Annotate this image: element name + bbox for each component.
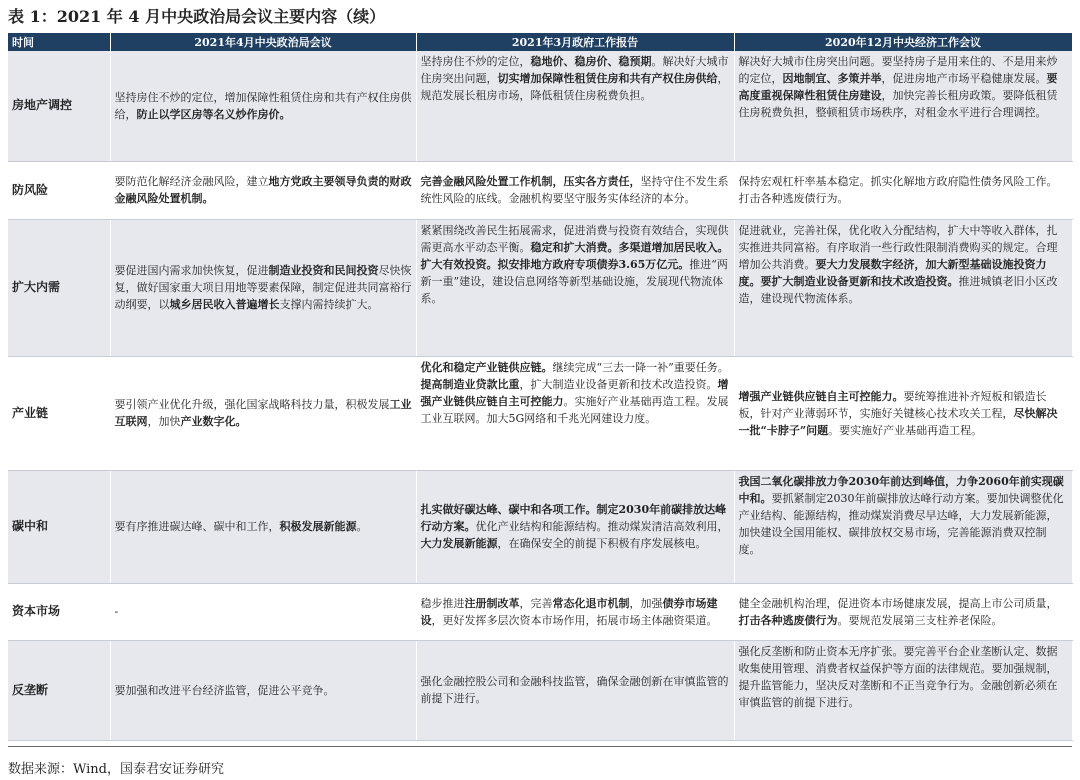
emphasis-text: 要大力发展数字经济，加大新型基础设施投资力度。要扩大制造业设备更新和技术改造投资。 bbox=[738, 257, 1047, 288]
emphasis-text: 城乡居民收入普遍增长 bbox=[169, 298, 280, 311]
emphasis-text: 要高度重视保障性租赁住房建设 bbox=[738, 72, 1058, 102]
cell-text: 健全金融机构治理，促进资本市场健康发展，提高上市公司质量， bbox=[738, 596, 1058, 610]
emphasis-text: 完善金融风险处置工作机制，压实各方责任， bbox=[420, 175, 641, 188]
emphasis-text: 扎实做好碳达峰、碳中和各项工作。制定2030年前碳排放达峰行动方案。 bbox=[420, 503, 727, 533]
emphasis-text: 常态化退市机制 bbox=[552, 596, 630, 610]
row-topic: 资本市场 bbox=[8, 583, 110, 640]
cell-text: 。解决好大城市住房突出问题， bbox=[420, 55, 729, 85]
cell-text: ，加快 bbox=[147, 415, 181, 428]
cell-conference bbox=[734, 583, 1072, 640]
header-econ-conference: 2020年12月中央经济工作会议 bbox=[734, 33, 1072, 51]
cell-text: 紧紧围绕改善民生拓展需求，促进消费与投资有效结合，实现供需更高水平动态平衡。 bbox=[420, 223, 729, 254]
cell-text: ，促进房地产市场平稳健康发展。 bbox=[881, 72, 1047, 85]
emphasis-text: 工业互联网 bbox=[114, 398, 412, 428]
cell-report bbox=[416, 583, 734, 640]
cell-text: ，规范发展长租房市场，降低租赁住房税费负担。 bbox=[420, 72, 729, 102]
cell-text: ，在确保安全的前提下积极有序发展核电。 bbox=[497, 537, 707, 550]
cell-april bbox=[110, 640, 416, 740]
cell-text: 优化产业结构和能源结构。推动煤炭清洁高效利用， bbox=[475, 520, 729, 533]
cell-text: 推进城镇老旧小区改造，建设现代物流体系。 bbox=[738, 274, 1058, 305]
cell-text: 。实施好产业基础再造工程。发展工业互联网。加大5G网络和千兆光网建设力度。 bbox=[420, 394, 729, 425]
emphasis-text: 提高制造业贷款比重 bbox=[420, 377, 520, 391]
cell-april bbox=[110, 356, 416, 470]
table-row bbox=[8, 583, 1072, 640]
cell-april bbox=[110, 583, 416, 640]
cell-april bbox=[110, 51, 416, 161]
cell-text: 保持宏观杠杆率基本稳定。抓实化解地方政府隐性债务风险工作。打击各种逃废债行为。 bbox=[738, 175, 1058, 205]
cell-text: ，加快完善长租房政策。要降低租赁住房税费负担，整顿租赁市场秩序，对租金水平进行合理调控。 bbox=[738, 89, 1058, 119]
table-title: 表 1：2021 年 4 月中央政治局会议主要内容（续） bbox=[8, 7, 386, 26]
emphasis-text: 产业数字化。 bbox=[180, 415, 247, 428]
cell-text: 稳步推进 bbox=[420, 596, 465, 610]
row-topic: 扩大内需 bbox=[8, 219, 110, 356]
cell-conference bbox=[734, 51, 1072, 161]
header-row bbox=[8, 33, 1072, 51]
cell-report bbox=[416, 161, 734, 219]
cell-text: 要抓紧制定2030年前碳排放达峰行动方案。要加快调整优化产业结构、能源结构，推动煤炭消费尽早达峰，大力发展新能源，加快建设全国用能权、碳排放权交易市场，完善能源消费双控制度。 bbox=[738, 491, 1064, 556]
row-topic: 碳中和 bbox=[8, 470, 110, 583]
row-topic: 反垄断 bbox=[8, 640, 110, 740]
cell-text: 坚持守住不发生系统性风险的底线。金融机构要坚守服务实体经济的本分。 bbox=[420, 175, 729, 205]
header-gov-report: 2021年3月政府工作报告 bbox=[416, 33, 734, 51]
header-time: 时间 bbox=[8, 33, 110, 51]
cell-text: 尽快恢复，做好国家重大项目用地等要素保障，制定促进共同富裕行动纲要，以 bbox=[114, 264, 412, 311]
emphasis-text: 大力发展新能源 bbox=[420, 537, 498, 550]
cell-conference bbox=[734, 640, 1072, 740]
cell-text: 解决好大城市住房突出问题。要坚持房子是用来住的、不是用来炒的定位， bbox=[738, 55, 1058, 85]
cell-text: 。要规范发展第三支柱养老保险。 bbox=[837, 613, 1003, 627]
emphasis-text: 尽快解决一批“卡脖子”问题 bbox=[738, 406, 1058, 437]
cell-april bbox=[110, 470, 416, 583]
cell-text: 强化反垄断和防止资本无序扩张。要完善平台企业垄断认定、数据收集使用管理、消费者权益保护等方面的法律规范。要加强规制，提升监管能力，坚决反对垄断和不正当竞争行为。金融创新必须在审慎监管的前提下进行。 bbox=[738, 644, 1058, 709]
emphasis-text: 制造业投资和民间投资 bbox=[268, 264, 379, 277]
table-row bbox=[8, 356, 1072, 470]
cell-text: 。 bbox=[356, 520, 368, 533]
cell-text: 继续完成“三去一降一补”重要任务。 bbox=[552, 360, 729, 374]
table-row bbox=[8, 470, 1072, 583]
emphasis-text: 注册制改革 bbox=[464, 596, 520, 610]
emphasis-text: 打击各种逃废债行为 bbox=[738, 613, 838, 627]
cell-text: 。要实施好产业基础再造工程。 bbox=[828, 423, 983, 437]
cell-report bbox=[416, 219, 734, 356]
cell-text: 坚持房住不炒的定位， bbox=[420, 55, 531, 68]
table-row bbox=[8, 51, 1072, 161]
cell-text: ，完善 bbox=[519, 596, 553, 610]
cell-text: 支撑内需持续扩大。 bbox=[279, 298, 379, 311]
cell-text: 要引领产业优化升级，强化国家战略科技力量，积极发展 bbox=[114, 398, 390, 411]
cell-text: 要加强和改进平台经济监管，促进公平竞争。 bbox=[114, 683, 335, 697]
emphasis-text: 稳地价、稳房价、稳预期 bbox=[530, 55, 652, 68]
cell-conference bbox=[734, 356, 1072, 470]
cell-report bbox=[416, 356, 734, 470]
emphasis-text: 防止以学区房等名义炒作房价。 bbox=[136, 107, 291, 121]
cell-report bbox=[416, 470, 734, 583]
cell-text: ，扩大制造业设备更新和技术改造投资。 bbox=[519, 377, 718, 391]
table-row bbox=[8, 219, 1072, 356]
cell-text: ，加强 bbox=[629, 596, 663, 610]
emphasis-text: 稳定和扩大消费。多渠道增加居民收入。扩大有效投资。拟安排地方政府专项债券3.65万亿元。 bbox=[420, 240, 729, 271]
policy-table bbox=[8, 33, 1073, 741]
row-topic: 房地产调控 bbox=[8, 51, 110, 161]
data-source: 数据来源：Wind，国泰君安证券研究 bbox=[8, 762, 224, 777]
cell-text: 促进就业，完善社保，优化收入分配结构，扩大中等收入群体，扎实推进共同富裕。有序取消一些行政性限制消费购买的规定。合理增加公共消费。 bbox=[738, 223, 1058, 271]
cell-text: - bbox=[114, 605, 119, 618]
emphasis-text: 我国二氧化碳排放力争2030年前达到峰值，力争2060年前实现碳中和。 bbox=[738, 474, 1064, 505]
cell-conference bbox=[734, 161, 1072, 219]
table-row bbox=[8, 640, 1072, 740]
cell-report bbox=[416, 51, 734, 161]
cell-april bbox=[110, 161, 416, 219]
cell-text: 要防范化解经济金融风险，建立 bbox=[114, 175, 269, 188]
cell-text: 推进“两新一重”建设，建设信息网络等新型基础设施，发展现代物流体系。 bbox=[420, 257, 728, 305]
emphasis-text: 因地制宜、多策并举 bbox=[782, 72, 882, 85]
cell-text: 强化金融控股公司和金融科技监管，确保金融创新在审慎监管的前提下进行。 bbox=[420, 675, 729, 705]
row-topic: 产业链 bbox=[8, 356, 110, 470]
cell-report bbox=[416, 640, 734, 740]
cell-text: 要有序推进碳达峰、碳中和工作， bbox=[114, 520, 280, 533]
emphasis-text: 切实增加保障性租赁住房和共有产权住房供给 bbox=[497, 72, 718, 85]
header-april-politburo: 2021年4月中央政治局会议 bbox=[110, 33, 416, 51]
emphasis-text: 积极发展新能源 bbox=[279, 520, 357, 533]
emphasis-text: 地方党政主要领导负责的财政金融风险处置机制。 bbox=[114, 175, 412, 205]
cell-text: 要统筹推进补齐短板和锻造长板，针对产业薄弱环节，实施好关键核心技术攻关工程， bbox=[738, 389, 1047, 420]
row-topic: 防风险 bbox=[8, 161, 110, 219]
cell-conference bbox=[734, 470, 1072, 583]
cell-april bbox=[110, 219, 416, 356]
cell-text: 要促进国内需求加快恢复，促进 bbox=[114, 264, 269, 277]
cell-conference bbox=[734, 219, 1072, 356]
cell-text: ，更好发挥多层次资本市场作用，拓展市场主体融资渠道。 bbox=[431, 613, 718, 627]
emphasis-text: 债券市场建设 bbox=[420, 596, 718, 627]
table-row bbox=[8, 161, 1072, 219]
emphasis-text: 优化和稳定产业链供应链。 bbox=[420, 360, 553, 374]
emphasis-text: 增强产业链供应链自主可控能力 bbox=[420, 377, 729, 408]
cell-text: 坚持房住不炒的定位，增加保障性租赁住房和共有产权住房供给， bbox=[114, 90, 412, 121]
bottom-rule bbox=[8, 746, 1072, 747]
emphasis-text: 增强产业链供应链自主可控能力。 bbox=[738, 389, 904, 403]
